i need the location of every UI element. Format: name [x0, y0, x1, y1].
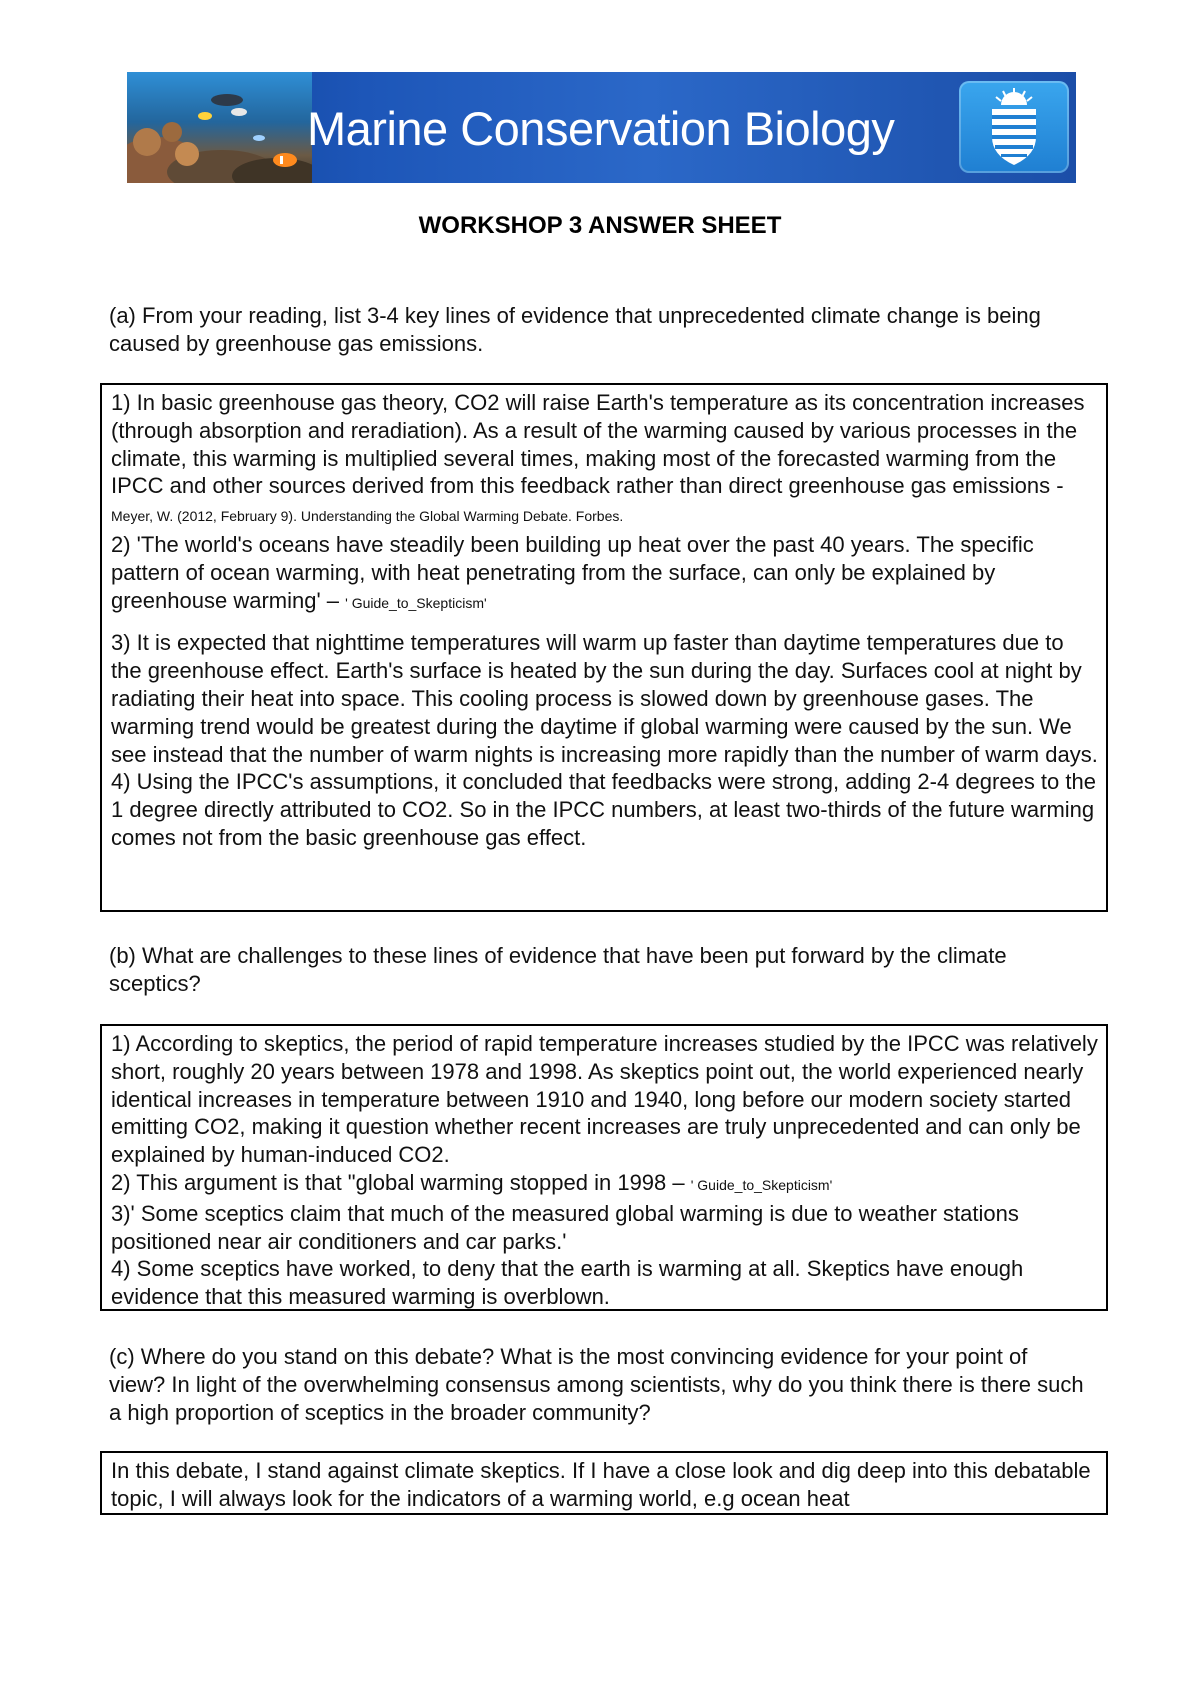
answer-b-2: 2) This argument is that "global warming stopped in 1998 – ' Guide_to_Skepticism'	[111, 1169, 833, 1195]
answer-box-a[interactable]	[100, 383, 1108, 912]
answer-b-1: 1) According to skeptics, the period of rapid temperature increases studied by the IPCC was relatively short, roughly 20 years between 1978 and 1998. As skeptics point out, the world experienced nearly identical increases in temperature between 1910 and 1940, long before our modern society started emitting CO2, making it question whether recent increases are truly unprecedented and can only be explained by human-induced CO2.	[111, 1031, 1098, 1168]
answer-b-4: 4) Some sceptics have worked, to deny that the earth is warming at all. Skeptics have enough evidence that this measured warming is overblown.	[111, 1256, 1024, 1310]
course-banner	[127, 72, 1076, 183]
answer-b-3: 3)' Some sceptics claim that much of the measured global warming is due to weather stations positioned near air conditioners and car parks.'	[111, 1200, 1019, 1254]
answer-a-3: 3) It is expected that nighttime temperatures will warm up faster than daytime temperatures due to the greenhouse effect. Earth's surface is heated by the sun during the day. Surfaces cool at night by radiating their heat into space. This cooling process is slowed down by greenhouse gases. The warming trend would be greatest during the daytime if global warming were caused by the sun. We see instead that the number of warm nights is increasing more rapidly than the number of warm days.	[111, 630, 1098, 767]
citation: Meyer, W. (2012, February 9). Understanding the Global Warming Debate. Forbes.	[111, 508, 624, 525]
question-b: (b) What are challenges to these lines of evidence that have been put forward by the climate sceptics?	[109, 943, 1007, 996]
question-a: (a) From your reading, list 3-4 key lines of evidence that unprecedented climate change is being caused by greenhouse gas emissions.	[109, 303, 1041, 356]
sheet-title: WORKSHOP 3 ANSWER SHEET	[418, 212, 782, 239]
citation: ' Guide_to_Skepticism'	[345, 594, 487, 611]
citation: ' Guide_to_Skepticism'	[690, 1176, 833, 1193]
answer-c: In this debate, I stand against climate skeptics. If I have a close look and dig deep into this debatable topic, I will always look for the indicators of a warming world, e.g ocean heat	[111, 1458, 1091, 1511]
answer-a-1: 1) In basic greenhouse gas theory, CO2 will raise Earth's temperature as its concentration increases (through absorption and reradiation). As a result of the warming caused by various processes in the climate, this warming is multiplied several times, making most of the forecasted warming from the IPCC and other sources derived from this feedback rather than direct greenhouse gas emissions - Meyer, W. (2012, February 9). Understanding the Global Warming Debate. Forbes.	[111, 390, 1085, 525]
answer-box-b[interactable]	[100, 1024, 1108, 1311]
banner-title: Marine Conservation Biology	[307, 102, 895, 155]
coral-reef-photo	[127, 72, 312, 183]
answer-box-c[interactable]	[100, 1451, 1108, 1515]
answer-a-2: 2) 'The world's oceans have steadily been building up heat over the past 40 years. The specific pattern of ocean warming, with heat penetrating from the surface, can only be explained by greenhouse warming' – ' Guide_to_Skepticism'	[111, 531, 1034, 613]
answer-a-4: 4) Using the IPCC's assumptions, it concluded that feedbacks were strong, adding 2-4 degrees to the 1 degree directly attributed to CO2. So in the IPCC numbers, at least two-thirds of the future warming comes not from the basic greenhouse gas effect.	[111, 769, 1096, 850]
university-crest-icon	[959, 81, 1069, 173]
question-c: (c) Where do you stand on this debate? What is the most convincing evidence for your point of view? In light of the overwhelming consensus among scientists, why do you think there is there such a high proportion of sceptics in the broader community?	[109, 1344, 1084, 1425]
